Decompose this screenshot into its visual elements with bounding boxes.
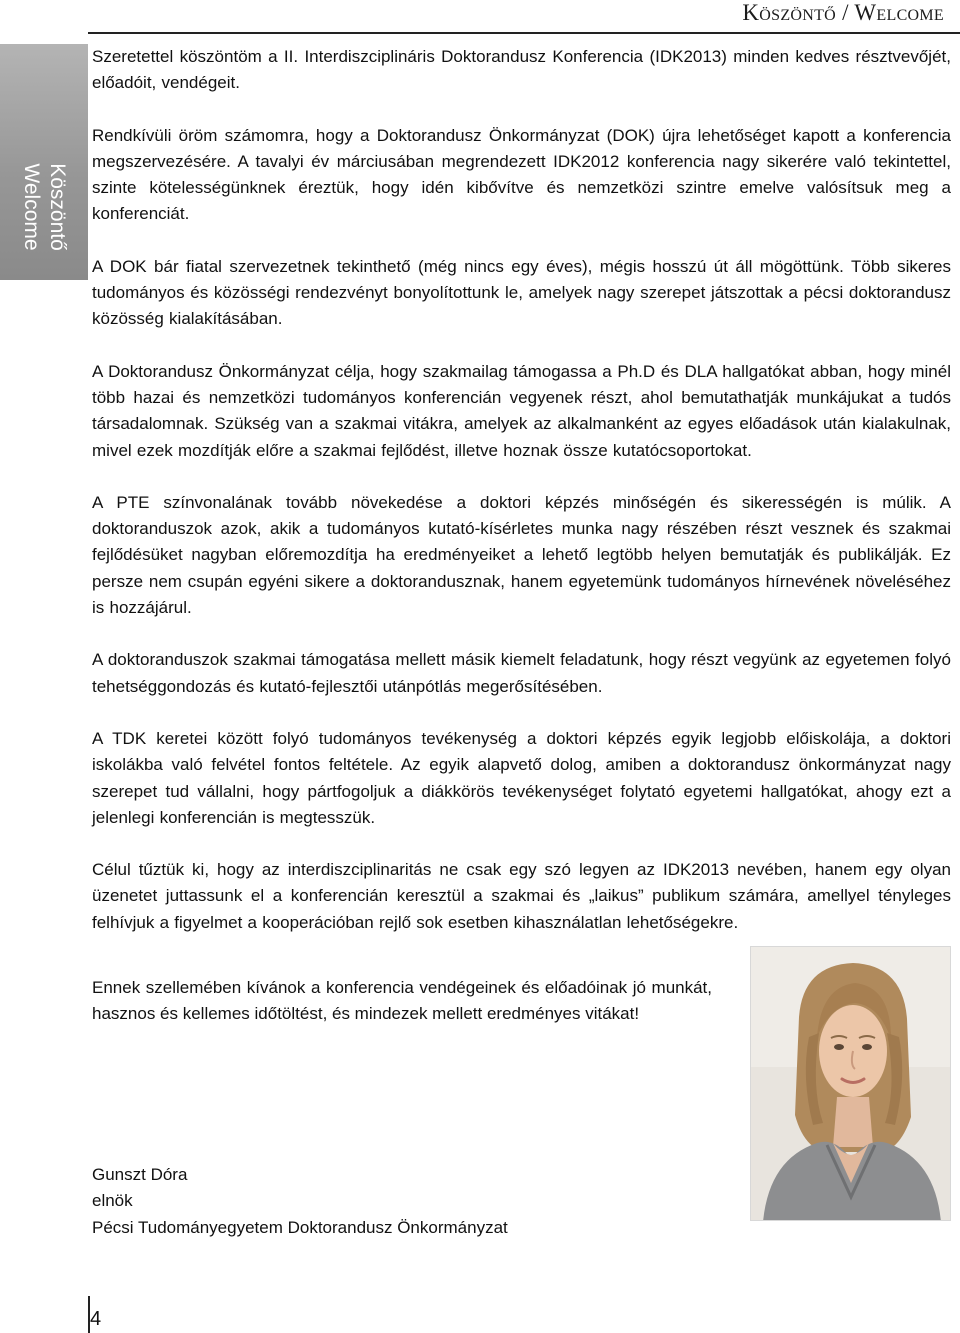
paragraph-6: A doktoranduszok szakmai támogatása mellett másik kiemelt feladatunk, hogy részt vegyünk az egyetemen folyó tehetséggondozás és kutató-fejlesztői utánpótlás megerősítésében.: [92, 650, 951, 696]
header-title: Köszöntő / Welcome: [742, 0, 944, 25]
author-portrait-photo: [750, 946, 951, 1221]
paragraph-1: Szeretettel köszöntöm a II. Interdiszciplináris Doktorandusz Konferencia (IDK2013) minden kedves résztvevőjét, előadóit, vendégeit.: [92, 47, 951, 93]
signatory-organization: Pécsi Tudományegyetem Doktorandusz Önkormányzat: [92, 1217, 508, 1237]
section-side-tab: [0, 44, 88, 280]
side-tab-label-en: Welcome: [20, 163, 43, 251]
portrait-illustration: [751, 947, 951, 1221]
paragraph-7: A TDK keretei között folyó tudományos tevékenység a doktori képzés egyik legjobb előiskolája, a doktori iskolákba való felvétel fontos feltétele. Az egyik alapvető dolog, amiben a doktorandusz önkormányzat nagy szerepet tud vállalni, hogy pártfogoljuk a diákkörös tevékenységet folytató egyetemi hallgatókat, ahogy ezt a jelenlegi konferencián is megtesszük.: [92, 728, 951, 827]
paragraph-8: Célul tűztük ki, hogy az interdiszciplinaritás ne csak egy szó legyen az IDK2013 nevében, hanem egy olyan üzenetet juttassunk el a konferencián keresztül a szakmai és „laikus” publikum számára, amellyel tényleges felhívjuk a figyelmet a kooperációban rejlő sok esetben kihasználatlan lehetőségekre.: [92, 860, 951, 932]
page-number: 4: [90, 1308, 102, 1330]
paragraph-5: A PTE színvonalának tovább növekedése a doktori képzés minőségén és sikerességén is múlik. A doktoranduszok azok, akik a tudományos kutató-kísérletes munka nagy részében részt vesznek és szakmai fejlődésüket nagyban előremozdítja ha eredményeiket a lehető legtöbb helyen bemutatják és publikálják. Ez persze nem csupán egyéni sikere a doktorandusznak, hanem egyetemünk tudományos hírnevének növeléséhez is hozzájárul.: [92, 492, 951, 618]
signatory-role: elnök: [92, 1191, 133, 1211]
welcome-letter-body: [92, 44, 951, 1262]
side-tab-label: [18, 163, 70, 251]
closing-paragraph: Ennek szellemében kívánok a konferencia vendégeinek és előadóinak jó munkát, hasznos és kellemes időtöltést, és mindezek mellett eredményes vitákat!: [92, 978, 712, 1024]
signatory-name: Gunszt Dóra: [92, 1165, 188, 1184]
paragraph-2: Rendkívüli öröm számomra, hogy a Doktorandusz Önkormányzat (DOK) újra lehetőséget kapott a konferencia megszervezésére. A tavalyi év márciusában megrendezett IDK2012 konferencia nagy sikerére való tekintettel, szinte kötelességünknek éreztük, hogy idén kibővítve és nemzetközi szintre emelve valósítsuk meg a konferenciát.: [92, 125, 951, 224]
page-header: [88, 0, 960, 34]
paragraph-4: A Doktorandusz Önkormányzat célja, hogy szakmailag támogassa a Ph.D és DLA hallgatókat abban, hogy minél több hazai és nemzetközi tudományos konferencián vegyenek részt, ahol bemutathatják munkájukat a tudós társadalomnak. Szükség van a szakmai vitákra, amelyek az alkalmanként az egyes előadások után kialakulnak, mivel ezek mozdítják előre a szakmai fejlődést, illetve hoznak össze kutatócsoportokat.: [92, 361, 951, 460]
side-tab-label-hu: Köszöntő: [46, 163, 69, 251]
paragraph-3: A DOK bár fiatal szervezetnek tekinthető (még nincs egy éves), mégis hosszú út áll mögöttünk. Több sikeres tudományos és közösségi rendezvényt bonyolítottunk le, amelyek nagy szerepet játszottak a pécsi doktorandusz közösség kialakításában.: [92, 256, 951, 329]
signature-block: [92, 1162, 508, 1241]
